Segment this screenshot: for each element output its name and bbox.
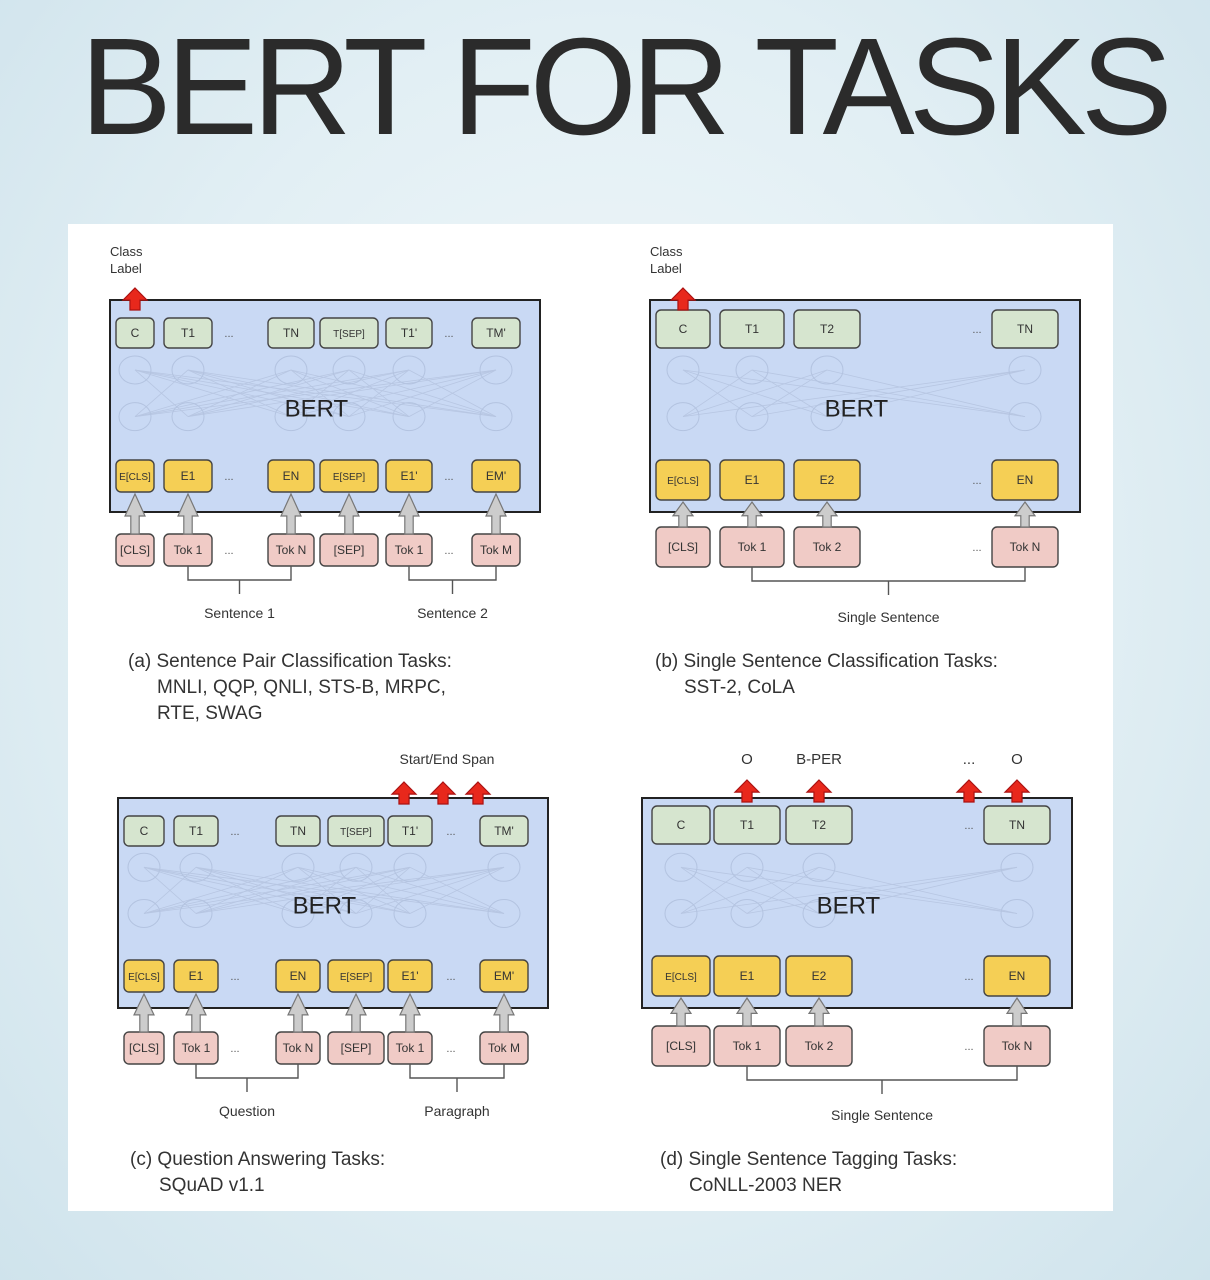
bert-label: BERT [816, 892, 881, 920]
diagram-a [108, 238, 548, 638]
input-token-label: Tok N [1001, 1039, 1033, 1053]
ellipsis-input-token: ... [444, 545, 454, 557]
ellipsis-embedding-token: ... [230, 971, 240, 983]
diagram-group-a [110, 244, 540, 621]
ellipsis-embedding-token: ... [444, 471, 454, 483]
output-token-label: T2 [819, 322, 835, 336]
tag-label-o: O [1011, 751, 1023, 768]
figure-panel [68, 224, 1113, 1211]
ellipsis-input-token: ... [446, 1043, 456, 1055]
caption-b-title: (b) Single Sentence Classification Tasks: [655, 651, 998, 672]
input-token-label: Tok 1 [395, 1041, 425, 1055]
output-token-label: T[SEP] [340, 827, 372, 838]
output-token-label: TM' [486, 326, 506, 340]
input-token-label: Tok N [1009, 540, 1041, 554]
class-label-line-1: Class [110, 244, 143, 259]
embedding-token-label: E[CLS] [119, 472, 151, 483]
class-label-line-2: Label [650, 261, 682, 276]
output-token-label: C [130, 326, 140, 340]
ellipsis-embedding-token: ... [964, 971, 974, 983]
input-token-label: Tok 2 [804, 1039, 834, 1053]
output-token-label: TN [1017, 322, 1033, 336]
caption-d-line-1: CoNLL-2003 NER [689, 1175, 843, 1196]
input-token-label: [SEP] [333, 543, 365, 557]
ellipsis-embedding-token: ... [224, 471, 234, 483]
caption-b [655, 649, 998, 701]
input-token-label: Tok N [275, 543, 307, 557]
caption-c-line-1: SQuAD v1.1 [159, 1175, 265, 1196]
output-token-label: C [676, 818, 686, 832]
diagram-d [640, 744, 1080, 1144]
embedding-token-label: E[CLS] [128, 972, 160, 983]
input-token-label: [CLS] [119, 543, 151, 557]
input-token-label: Tok 1 [732, 1039, 762, 1053]
caption-c [130, 1147, 385, 1199]
tag-label-b-per: B-PER [796, 751, 842, 768]
caption-d [660, 1147, 957, 1199]
output-token-label: T1 [180, 326, 196, 340]
embedding-token-label: E2 [819, 473, 835, 487]
output-token-label: T1 [739, 818, 755, 832]
ellipsis-embedding-token: ... [972, 475, 982, 487]
ellipsis-output-token: ... [224, 328, 234, 340]
slide-title: BERT FOR TASKS [80, 10, 1167, 164]
output-token-label: T1 [744, 322, 760, 336]
span-label: Start/End Span [399, 751, 495, 767]
input-token-label: [CLS] [665, 1039, 697, 1053]
caption-a-line-1: MNLI, QQP, QNLI, STS-B, MRPC, [157, 677, 446, 698]
ellipsis-input-token: ... [224, 545, 234, 557]
output-token-label: TN [290, 824, 306, 838]
embedding-token-label: E1 [739, 969, 755, 983]
segment-bracket [196, 1064, 298, 1078]
embedding-token-label: E1 [180, 469, 196, 483]
class-label-line-1: Class [650, 244, 683, 259]
segment-bracket [410, 1064, 504, 1078]
bert-label: BERT [284, 395, 349, 423]
embedding-token-label: E1 [744, 473, 760, 487]
embedding-token-label: E1' [400, 469, 418, 483]
output-token-label: T2 [811, 818, 827, 832]
output-token-label: T[SEP] [333, 329, 365, 340]
output-token-label: TM' [494, 824, 514, 838]
input-token-label: Tok M [479, 543, 513, 557]
input-token-label: Tok 1 [173, 543, 203, 557]
tag-label-x: ... [962, 751, 976, 768]
input-token-label: Tok 1 [181, 1041, 211, 1055]
segment-label-sentence-2: Sentence 2 [417, 605, 488, 621]
diagram-c [116, 744, 556, 1144]
input-token-label: Tok 1 [737, 540, 767, 554]
class-label-line-2: Label [110, 261, 142, 276]
embedding-token-label: EN [282, 469, 300, 483]
embedding-token-label: E[SEP] [339, 972, 373, 983]
caption-a [128, 649, 452, 727]
segment-label-single-sentence: Single Sentence [837, 609, 940, 625]
output-token-label: T1 [188, 824, 204, 838]
output-token-label: TN [1009, 818, 1025, 832]
input-token-label: [SEP] [340, 1041, 372, 1055]
input-token-label: Tok 1 [394, 543, 424, 557]
embedding-token-label: EN [1008, 969, 1026, 983]
caption-c-title: (c) Question Answering Tasks: [130, 1149, 386, 1170]
caption-b-line-1: SST-2, CoLA [684, 677, 795, 698]
embedding-token-label: EN [289, 969, 307, 983]
input-token-label: Tok N [282, 1041, 314, 1055]
panel-single-sentence-classification [648, 238, 1088, 638]
ellipsis-input-token: ... [972, 542, 982, 554]
diagram-group-b [650, 244, 1080, 625]
input-token-label: Tok 2 [812, 540, 842, 554]
ellipsis-output-token: ... [964, 820, 974, 832]
ellipsis-input-token: ... [964, 1041, 974, 1053]
diagram-b [648, 238, 1088, 638]
bert-label: BERT [824, 395, 889, 423]
embedding-token-label: E[SEP] [332, 472, 366, 483]
caption-d-title: (d) Single Sentence Tagging Tasks: [660, 1149, 958, 1170]
bert-label: BERT [292, 892, 357, 920]
diagram-group-d [642, 751, 1072, 1123]
output-token-label: T1' [400, 326, 418, 340]
panel-single-sentence-tagging [640, 744, 1080, 1144]
segment-label-sentence-1: Sentence 1 [204, 605, 275, 621]
input-token-label: Tok M [487, 1041, 521, 1055]
segment-bracket [752, 567, 1025, 581]
ellipsis-output-token: ... [446, 826, 456, 838]
panel-sentence-pair-classification [108, 238, 548, 638]
ellipsis-output-token: ... [444, 328, 454, 340]
segment-label-paragraph: Paragraph [424, 1103, 490, 1119]
segment-bracket [188, 566, 291, 580]
segment-bracket [409, 566, 496, 580]
embedding-token-label: EM' [493, 969, 515, 983]
embedding-token-label: E1' [401, 969, 419, 983]
ellipsis-output-token: ... [230, 826, 240, 838]
embedding-token-label: E1 [188, 969, 204, 983]
input-token-label: [CLS] [128, 1041, 160, 1055]
segment-label-question: Question [218, 1103, 276, 1119]
ellipsis-input-token: ... [230, 1043, 240, 1055]
embedding-token-label: EN [1016, 473, 1034, 487]
embedding-token-label: EM' [485, 469, 507, 483]
embedding-token-label: E2 [811, 969, 827, 983]
ellipsis-output-token: ... [972, 324, 982, 336]
caption-a-title: (a) Sentence Pair Classification Tasks: [128, 651, 452, 672]
embedding-token-label: E[CLS] [665, 972, 697, 983]
output-token-label: T1' [401, 824, 419, 838]
caption-a-line-2: RTE, SWAG [157, 703, 263, 724]
embedding-token-label: E[CLS] [667, 476, 699, 487]
segment-bracket [747, 1066, 1017, 1080]
output-token-label: TN [283, 326, 299, 340]
ellipsis-embedding-token: ... [446, 971, 456, 983]
tag-label-o: O [741, 751, 753, 768]
input-token-label: [CLS] [667, 540, 699, 554]
panel-question-answering [116, 744, 556, 1144]
diagram-group-c [118, 751, 548, 1119]
segment-label-single-sentence: Single Sentence [831, 1107, 933, 1123]
output-token-label: C [678, 322, 688, 336]
output-token-label: C [139, 824, 149, 838]
